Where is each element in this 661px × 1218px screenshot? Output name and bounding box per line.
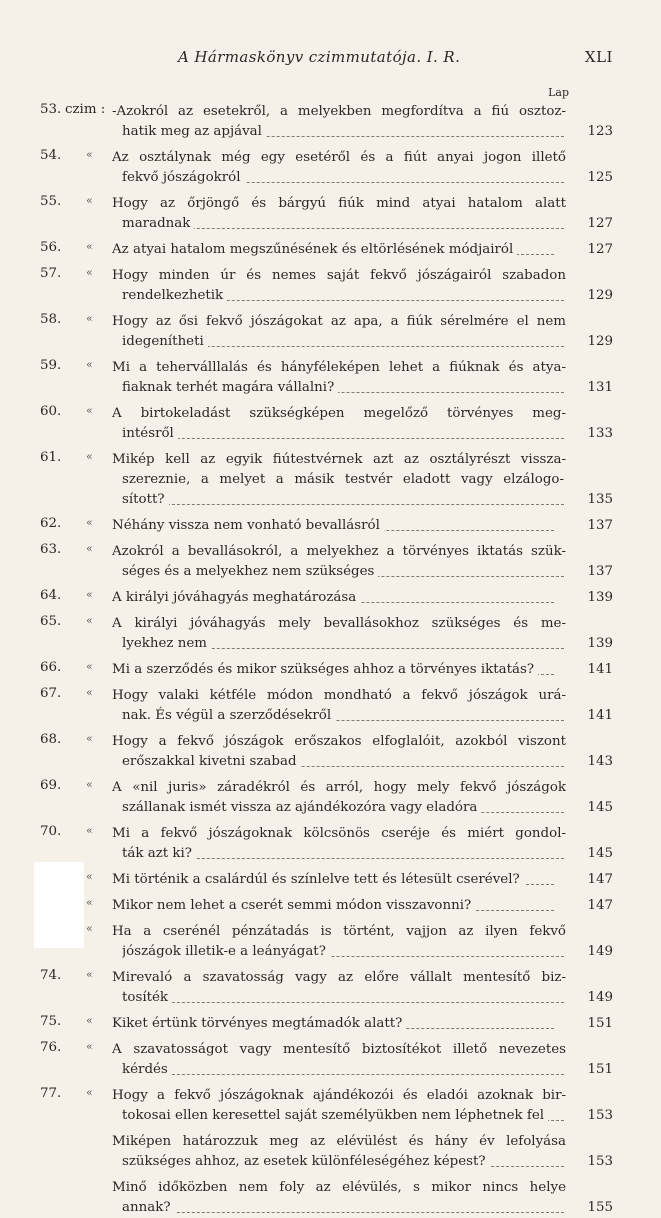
entry-text: Mikor nem lehet a cserét semmi módon visszavonni? [112,898,475,913]
entry-line-last [112,516,554,536]
entry-page: 151 [587,1062,613,1077]
entry-text: kérdés [122,1062,172,1077]
entry-line: Azokról a bevallásokról, a melyekhez a törvényes iktatás szük- [112,544,566,559]
entry-number: 59. [40,358,62,373]
entry-prefix: « [86,266,93,279]
entry-text: A királyi jóváhagyás meghatározása [112,590,360,605]
entry-line: Ha a cserénél pénzátadás is történt, vajjon az ilyen fekvő [112,924,566,939]
entry-page: 147 [587,898,613,913]
entry-prefix: « [86,450,93,463]
entry-line: Az osztálynak még egy esetéről és a fiút anyai jogon illető [112,150,566,165]
entry-prefix: « [86,1086,93,1099]
entry-line-last [122,752,564,772]
entry-page: 135 [587,492,613,507]
entry-line: szereznie, a melyet a másik testvér eladott vagy elzálogo- [122,472,564,487]
entry-text: Néhány vissza nem vonható bevallásról [112,518,384,533]
entry-page: 149 [587,944,613,959]
entry-text: fiaknak terhét magára vállalni? [122,380,338,395]
entry-number: 56. [40,240,62,255]
entry-number: 64. [40,588,62,603]
entry-line-last [112,240,554,260]
entry-prefix: « [86,732,93,745]
entry-prefix: « [86,922,93,935]
entry-page: 139 [587,590,613,605]
entry-line-last [122,562,564,582]
entry-prefix: « [86,968,93,981]
entry-prefix: « [86,778,93,791]
entry-line-last [122,1152,564,1172]
entry-prefix: « [86,870,93,883]
entry-line-last [122,332,564,352]
entry-line: Mi a fekvő jószágoknak kölcsönös cseréje és miért gondol- [112,826,566,841]
entry-text: fekvő jószágokról [122,170,245,185]
entry-line-last [112,1014,554,1034]
entry-prefix: « [86,312,93,325]
entry-prefix: « [86,404,93,417]
entry-line-last [122,706,564,726]
page-header [0,44,661,68]
entry-page: 129 [587,288,613,303]
entry-line-last [122,942,564,962]
lap-label: Lap [548,86,569,99]
entry-number: 66. [40,660,62,675]
entry-number: 60. [40,404,62,419]
entry-line: Miképen határozzuk meg az elévülést és hány év lefolyása [112,1134,566,1149]
entry-number: 74. [40,968,62,983]
entry-number: 61. [40,450,62,465]
entry-page: 127 [587,216,613,231]
entry-line-last [122,798,564,818]
entry-line: Mi a teherválllalás és hányféleképen lehet a fiúknak és atya- [112,360,566,375]
entry-number: 68. [40,732,62,747]
entry-page: 155 [587,1200,613,1215]
entry-page: 147 [587,872,613,887]
entry-line-last [122,122,564,142]
entry-text: séges és a melyekhez nem szükséges [122,564,378,579]
entry-number: 57. [40,266,62,281]
entry-line-last [122,1106,564,1126]
entry-page: 131 [587,380,613,395]
entry-prefix: « [86,148,93,161]
entry-line-last [122,1060,564,1080]
entry-prefix: « [86,358,93,371]
entry-line-last [122,424,564,444]
entry-prefix: « [86,588,93,601]
entry-page: 139 [587,636,613,651]
entry-number: 55. [40,194,62,209]
entry-line: Mikép kell az egyik fiútestvérnek azt az osztályrészt vissza- [112,452,566,467]
entry-text: nak. És végül a szerződésekről [122,708,335,723]
entry-line: Mirevaló a szavatosság vagy az előre vállalt mentesítő biz- [112,970,566,985]
entry-line-last [122,214,564,234]
entry-line: Hogy a fekvő jószágok erőszakos elfoglalóit, azokból viszont [112,734,566,749]
entry-page: 137 [587,518,613,533]
entry-page: 133 [587,426,613,441]
entry-page: 149 [587,990,613,1005]
entry-prefix: « [86,824,93,837]
entry-text: intésről [122,426,178,441]
entry-line-last [122,1198,564,1218]
entry-prefix: « [86,660,93,673]
entry-prefix: « [86,194,93,207]
entry-line: A királyi jóváhagyás mely bevallásokhoz szükséges és me- [112,616,566,631]
entry-line-last [112,870,554,890]
entry-line-last [122,378,564,398]
entry-line-last [122,168,564,188]
entry-line: Hogy az őrjöngő és bárgyú fiúk mind atyai hatalom alatt [112,196,566,211]
entry-line-last [112,660,554,680]
entry-text: Az atyai hatalom megszűnésének és eltörlésének módjairól [112,242,517,257]
entry-line: Hogy minden úr és nemes saját fekvő jószágairól szabadon [112,268,566,283]
entry-text: Mi történik a csalárdúl és színlelve tett és létesült cserével? [112,872,524,887]
entry-line: A szavatosságot vagy mentesítő biztosítékot illető nevezetes [112,1042,566,1057]
entry-prefix: « [86,1040,93,1053]
entry-line-last [122,490,564,510]
entry-number: 75. [40,1014,62,1029]
entry-number: 53. [40,102,62,117]
entry-page: 151 [587,1016,613,1031]
entry-page: 125 [587,170,613,185]
entry-number: 62. [40,516,62,531]
entry-page: 153 [587,1108,613,1123]
entry-number: 58. [40,312,62,327]
entry-prefix: « [86,542,93,555]
entry-line-last [112,896,554,916]
entry-text: tosíték [122,990,172,1005]
entry-page: 153 [587,1154,613,1169]
entry-text: szükséges ahhoz, az esetek különféleségéhez képest? [122,1154,490,1169]
entry-line: Minő időközben nem foly az elévülés, s mikor nincs helye [112,1180,566,1195]
entry-number: 67. [40,686,62,701]
entry-line: Hogy valaki kétféle módon mondható a fekvő jószágok urá- [112,688,566,703]
entry-prefix: « [86,686,93,699]
entry-line-last [112,588,554,608]
entry-line-last [122,988,564,1008]
entry-line-last [122,634,564,654]
entry-number: 63. [40,542,62,557]
entry-page: 137 [587,564,613,579]
entry-text: tokosai ellen keresettel saját személyükben nem léphetnek fel [122,1108,548,1123]
entry-prefix: « [86,896,93,909]
entry-line-last [122,286,564,306]
page-number: XLI [584,48,613,66]
entry-text: Kiket értünk törvényes megtámadók alatt? [112,1016,406,1031]
entry-line: Hogy az ősi fekvő jószágokat az apa, a fiúk sérelmére el nem [112,314,566,329]
entry-text: hatik meg az apjával [122,124,266,139]
entry-page: 141 [587,662,613,677]
entry-prefix: « [86,614,93,627]
entry-number: 76. [40,1040,62,1055]
entry-text: szállanak ismét vissza az ajándékozóra vagy eladóra [122,800,481,815]
entry-page: 141 [587,708,613,723]
entry-page: 143 [587,754,613,769]
entry-number: 54. [40,148,62,163]
entry-prefix: czim : [65,102,106,117]
entry-text: sított? [122,492,169,507]
entry-text: rendelkezhetik [122,288,227,303]
entry-text: maradnak [122,216,194,231]
entry-line: -Azokról az esetekről, a melyekben megfordítva a fiú osztoz- [112,104,566,119]
entry-text: jószágok illetik-e a leányágat? [122,944,330,959]
entry-text: erőszakkal kivetni szabad [122,754,301,769]
entry-prefix: « [86,240,93,253]
entry-number: 70. [40,824,62,839]
entry-number: 77. [40,1086,62,1101]
page-title: A Hármaskönyv czimmutatója. I. R. [178,48,461,66]
entry-text: ták azt ki? [122,846,196,861]
entry-text: lyekhez nem [122,636,211,651]
entry-line: A birtokeladást szükségképen megelőző törvényes meg- [112,406,566,421]
entry-text: Mi a szerződés és mikor szükséges ahhoz a törvényes iktatás? [112,662,538,677]
entry-page: 123 [587,124,613,139]
entry-line-last [122,844,564,864]
entry-prefix: « [86,1014,93,1027]
entry-page: 145 [587,846,613,861]
entry-prefix: « [86,516,93,529]
entry-text: annak? [122,1200,175,1215]
entry-page: 127 [587,242,613,257]
entry-line: Hogy a fekvő jószágoknak ajándékozói és eladói azoknak bir- [112,1088,566,1103]
entry-page: 129 [587,334,613,349]
entry-line: A «nil juris» záradékról és arról, hogy mely fekvő jószágok [112,780,566,795]
library-stamp-cover [34,862,84,948]
entry-page: 145 [587,800,613,815]
entry-number: 69. [40,778,62,793]
entry-number: 65. [40,614,62,629]
entry-text: idegenítheti [122,334,208,349]
